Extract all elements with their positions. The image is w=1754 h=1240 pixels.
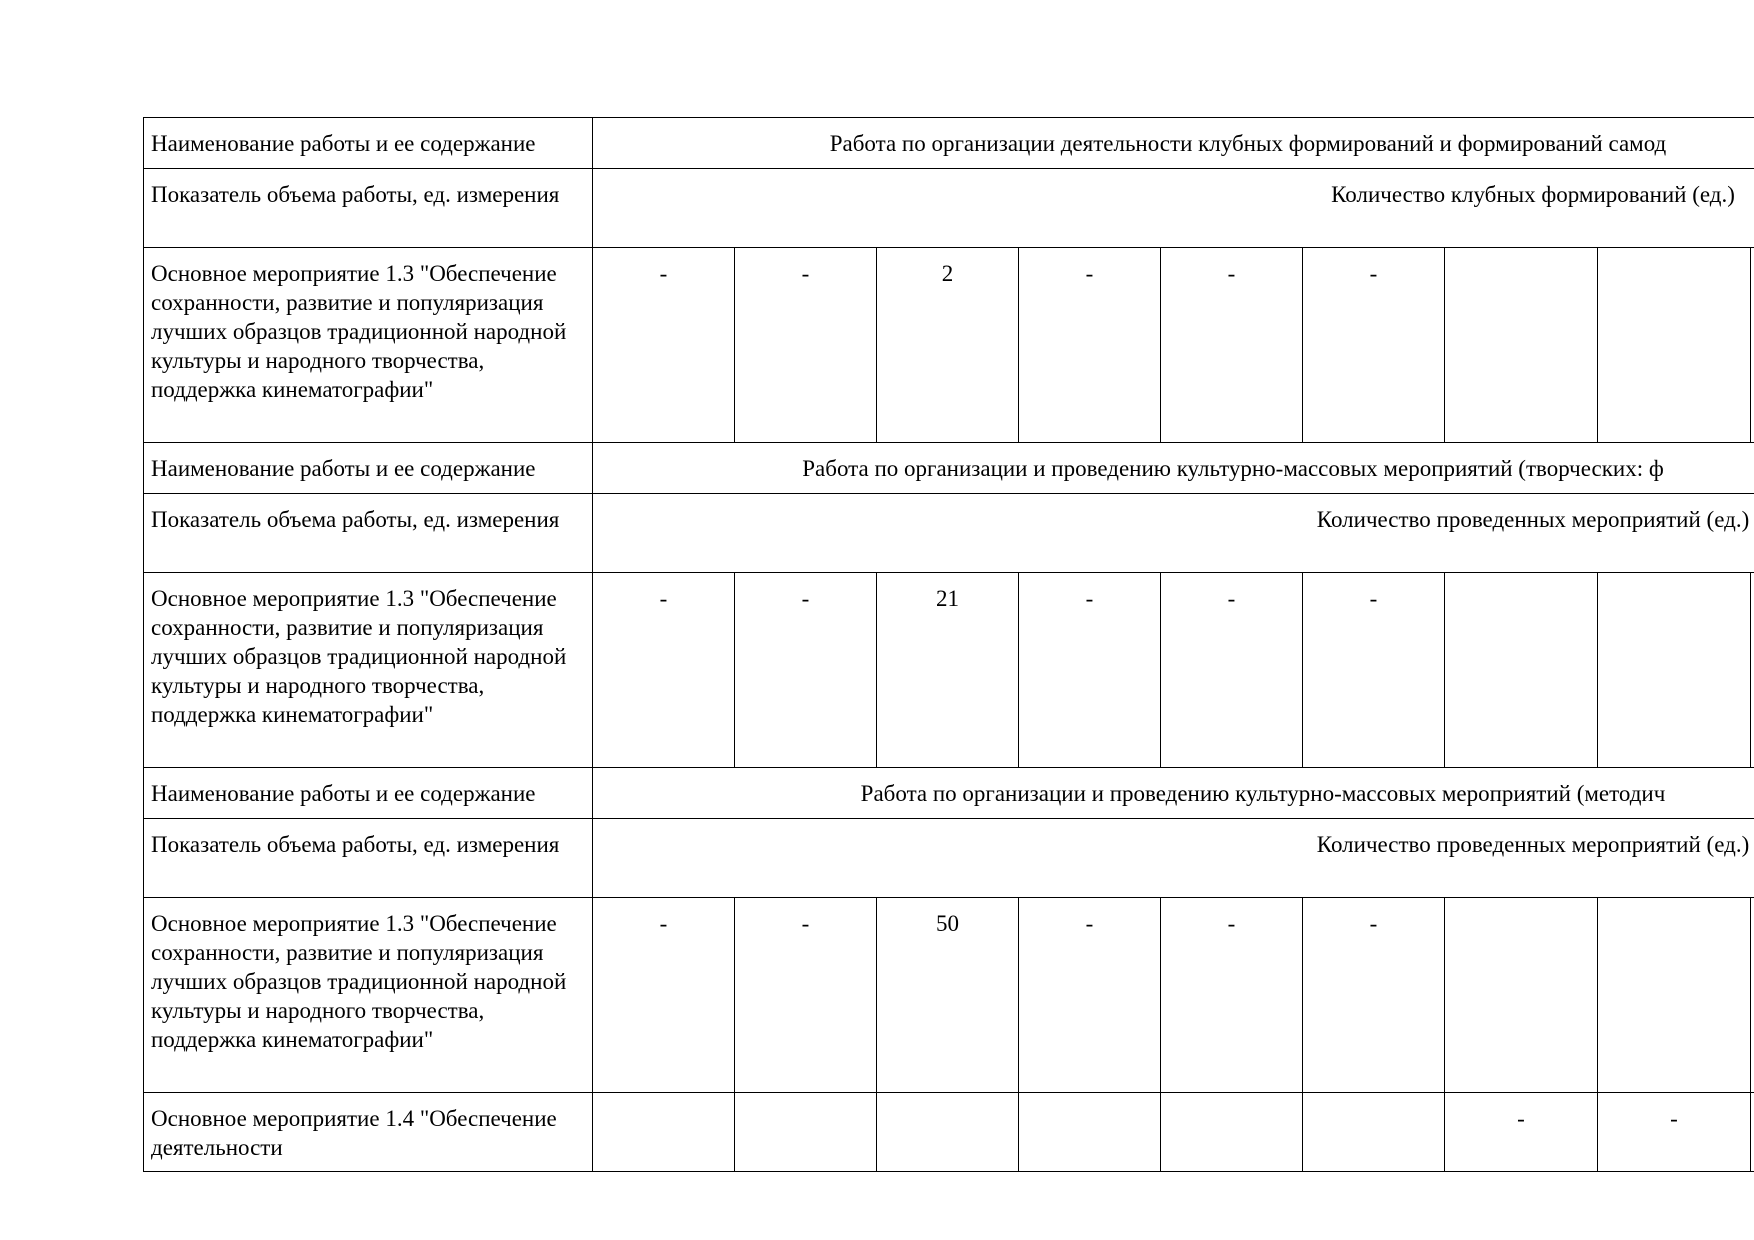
- value-cell: -: [593, 898, 735, 1093]
- value-cell: -: [1019, 248, 1161, 443]
- measure-row-1-4: [144, 1093, 1754, 1172]
- indicator-value-cell: [593, 819, 1754, 898]
- value-cell: -: [1303, 248, 1445, 443]
- measure-label-cell: Основное мероприятие 1.3 "Обеспечение сохранности, развитие и популяризация лучших образцов традиционной народной культуры и народного творчества, поддержка кинематографии": [144, 898, 593, 1093]
- work-title-cell: [593, 118, 1754, 169]
- value-cell: -: [593, 573, 735, 768]
- value-cell: [1161, 1093, 1303, 1172]
- value-cell: [1598, 898, 1751, 1093]
- work-label-cell: Наименование работы и ее содержание: [144, 768, 593, 819]
- indicator-value-text: Количество проведенных мероприятий (ед.): [1316, 832, 1750, 857]
- indicator-label-cell: Показатель объема работы, ед. измерения: [144, 819, 593, 898]
- value-cell: -: [593, 248, 735, 443]
- value-cell: [1445, 898, 1598, 1093]
- value-cell: -: [1161, 898, 1303, 1093]
- indicator-value-cell: [593, 169, 1754, 248]
- value-cell: [1751, 1093, 1754, 1172]
- value-cell: [1751, 573, 1754, 768]
- value-cell: -: [1161, 573, 1303, 768]
- measure-row: [144, 248, 1754, 443]
- value-cell: -: [735, 248, 877, 443]
- work-label-cell: Наименование работы и ее содержание: [144, 118, 593, 169]
- value-cell: [1303, 1093, 1445, 1172]
- program-activities-table: [143, 117, 1754, 1172]
- work-title-text: Работа по организации и проведению культурно-массовых мероприятий (методич: [860, 781, 1666, 806]
- indicator-value-text: Количество проведенных мероприятий (ед.): [1316, 507, 1750, 532]
- work-title-row: [144, 118, 1754, 169]
- work-title-cell: [593, 443, 1754, 494]
- value-cell: -: [1019, 898, 1161, 1093]
- value-cell: [1751, 898, 1754, 1093]
- value-cell: -: [735, 898, 877, 1093]
- value-cell: -: [1445, 1093, 1598, 1172]
- indicator-row: [144, 169, 1754, 248]
- value-cell: -: [1303, 573, 1445, 768]
- value-cell: 21: [877, 573, 1019, 768]
- value-cell: [1598, 248, 1751, 443]
- value-cell: -: [1598, 1093, 1751, 1172]
- indicator-label-cell: Показатель объема работы, ед. измерения: [144, 169, 593, 248]
- value-cell: -: [1161, 248, 1303, 443]
- value-cell: [877, 1093, 1019, 1172]
- work-title-cell: [593, 768, 1754, 819]
- value-cell: [1445, 573, 1598, 768]
- value-cell: -: [1019, 573, 1161, 768]
- measure-row: [144, 573, 1754, 768]
- indicator-row: [144, 819, 1754, 898]
- work-title-text: Работа по организации и проведению культурно-массовых мероприятий (творческих: ф: [802, 456, 1664, 481]
- indicator-label-cell: Показатель объема работы, ед. измерения: [144, 494, 593, 573]
- value-cell: 50: [877, 898, 1019, 1093]
- indicator-row: [144, 494, 1754, 573]
- indicator-value-cell: [593, 494, 1754, 573]
- measure-label-cell: Основное мероприятие 1.3 "Обеспечение сохранности, развитие и популяризация лучших образцов традиционной народной культуры и народного творчества, поддержка кинематографии": [144, 248, 593, 443]
- work-title-text: Работа по организации деятельности клубных формирований и формирований самод: [829, 131, 1667, 156]
- value-cell: -: [735, 573, 877, 768]
- value-cell: [1598, 573, 1751, 768]
- value-cell: [1019, 1093, 1161, 1172]
- value-cell: -: [1303, 898, 1445, 1093]
- work-title-row: [144, 443, 1754, 494]
- value-cell: [1445, 248, 1598, 443]
- value-cell: 2: [877, 248, 1019, 443]
- indicator-value-text: Количество клубных формирований (ед.): [1331, 182, 1735, 207]
- value-cell: [735, 1093, 877, 1172]
- measure-label-cell: Основное мероприятие 1.3 "Обеспечение сохранности, развитие и популяризация лучших образцов традиционной народной культуры и народного творчества, поддержка кинематографии": [144, 573, 593, 768]
- work-label-cell: Наименование работы и ее содержание: [144, 443, 593, 494]
- work-title-row: [144, 768, 1754, 819]
- value-cell: [593, 1093, 735, 1172]
- measure-row: [144, 898, 1754, 1093]
- value-cell: [1751, 248, 1754, 443]
- measure-label-cell: Основное мероприятие 1.4 "Обеспечение деятельности: [144, 1093, 593, 1172]
